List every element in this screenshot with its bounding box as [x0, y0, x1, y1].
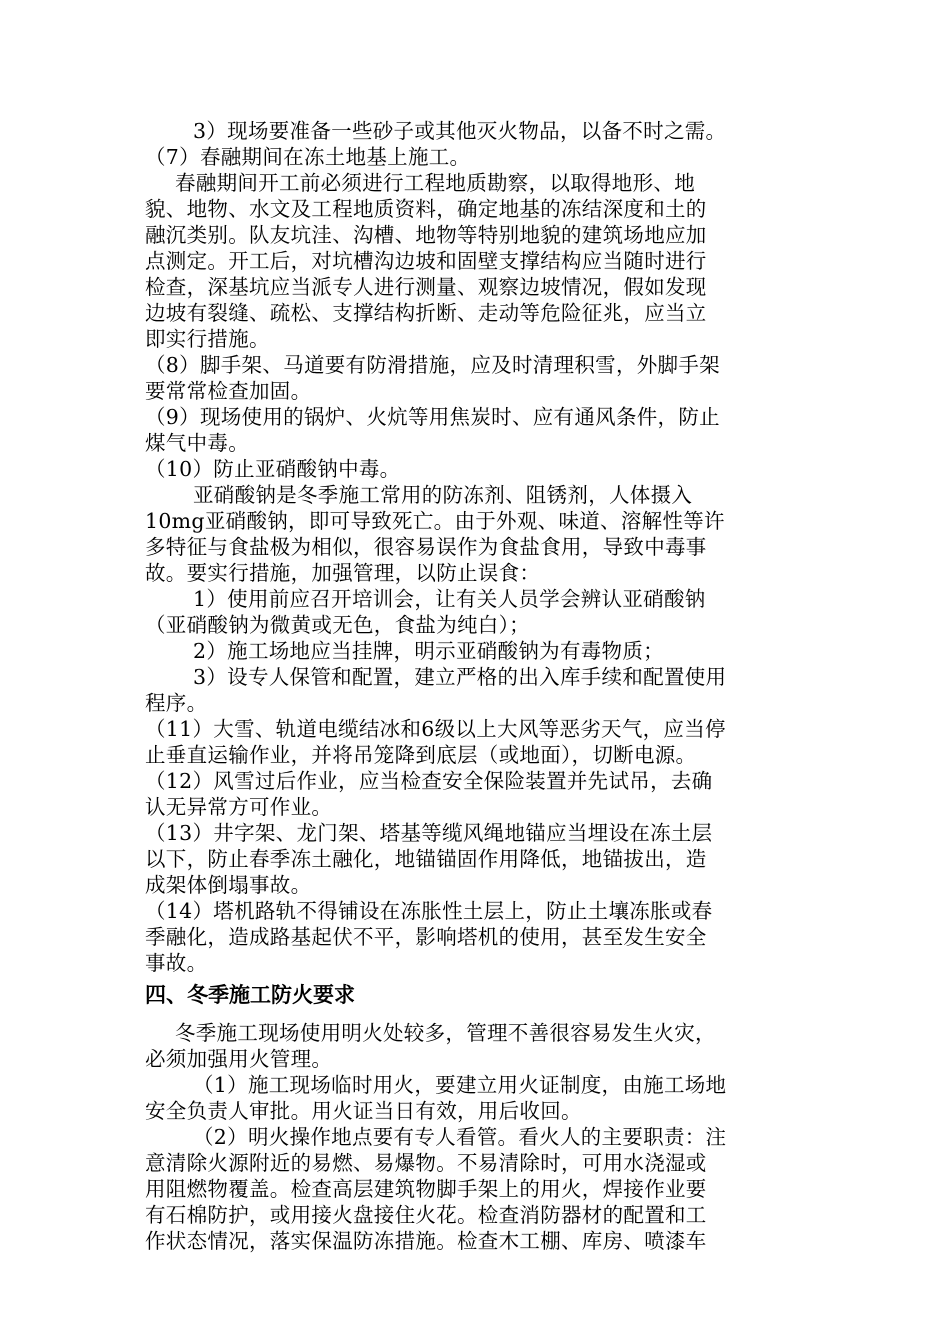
fire-section-body	[145, 1020, 805, 1254]
text-line: 作状态情况，落实保温防冻措施。检查木工棚、库房、喷漆车	[145, 1229, 707, 1253]
text-line: 春融期间开工前必须进行工程地质勘察，以取得地形、地	[175, 171, 695, 195]
text-line: 融沉类别。队友坑洼、沟槽、地物等特别地貌的建筑场地应加	[145, 223, 707, 247]
text-line: （10）防止亚硝酸钠中毒。	[145, 457, 401, 481]
text-line: 意清除火源附近的易燃、易爆物。不易清除时，可用水浇湿或	[145, 1151, 707, 1175]
text-line: （9）现场使用的锅炉、火炕等用焦炭时、应有通风条件，防止	[145, 405, 720, 429]
text-line: 煤气中毒。	[145, 431, 249, 455]
text-line: 止垂直运输作业，并将吊笼降到底层（或地面），切断电源。	[145, 743, 697, 767]
text-line: （2）明火操作地点要有专人看管。看火人的主要职责：注	[193, 1125, 727, 1149]
text-line: 要常常检查加固。	[145, 379, 312, 403]
text-line: 3）现场要准备一些砂子或其他灭火物品，以备不时之需。	[193, 119, 727, 143]
text-line: 点测定。开工后，对坑槽沟边坡和固壁支撑结构应当随时进行	[145, 249, 707, 273]
text-line: 必须加强用火管理。	[145, 1047, 333, 1071]
text-line: 2）施工场地应当挂牌，明示亚硝酸钠为有毒物质；	[193, 639, 664, 663]
text-line: （14）塔机路轨不得铺设在冻胀性土层上，防止土壤冻胀或春	[145, 899, 713, 923]
text-line: 10mg亚硝酸钠，即可导致死亡。由于外观、味道、溶解性等许	[145, 509, 725, 533]
text-line: （1）施工现场临时用火，要建立用火证制度，由施工场地	[193, 1073, 727, 1097]
text-line: （7）春融期间在冻土地基上施工。	[145, 145, 471, 169]
text-line: 用阻燃物覆盖。检查高层建筑物脚手架上的用火，焊接作业要	[145, 1177, 707, 1201]
text-line: 季融化，造成路基起伏不平，影响塔机的使用，甚至发生安全	[145, 925, 707, 949]
section-heading: 四、冬季施工防火要求	[145, 983, 355, 1007]
text-line: 冬季施工现场使用明火处较多，管理不善很容易发生火灾，	[175, 1021, 716, 1045]
text-line: 多特征与食盐极为相似，很容易误作为食盐食用，导致中毒事	[145, 535, 707, 559]
document-page	[145, 118, 805, 1254]
text-line: 有石棉防护，或用接火盘接住火花。检查消防器材的配置和工	[145, 1203, 707, 1227]
text-line: 即实行措施。	[145, 327, 270, 351]
text-line: 3）设专人保管和配置，建立严格的出入库手续和配置使用	[193, 665, 727, 689]
text-line: 事故。	[145, 951, 208, 975]
text-line: （亚硝酸钠为微黄或无色，食盐为纯白）；	[145, 613, 530, 637]
text-line: 1）使用前应召开培训会，让有关人员学会辨认亚硝酸钠	[193, 587, 706, 611]
text-line: 边坡有裂缝、疏松、支撑结构折断、走动等危险征兆，应当立	[145, 301, 707, 325]
text-line: 貌、地物、水文及工程地质资料，确定地基的冻结深度和土的	[145, 197, 707, 221]
text-line: （8）脚手架、马道要有防滑措施，应及时清理积雪，外脚手架	[145, 353, 720, 377]
text-line: 亚硝酸钠是冬季施工常用的防冻剂、阻锈剂，人体摄入	[193, 483, 693, 507]
text-line: 故。要实行措施，加强管理，以防止误食：	[145, 561, 541, 585]
text-line: 认无异常方可作业。	[145, 795, 333, 819]
text-line: （12）风雪过后作业，应当检查安全保险装置并先试吊，去确	[145, 769, 713, 793]
text-line: 安全负责人审批。用火证当日有效，用后收回。	[145, 1099, 582, 1123]
text-line: （11）大雪、轨道电缆结冰和6级以上大风等恶劣天气，应当停	[145, 717, 726, 741]
text-line: 检查，深基坑应当派专人进行测量、观察边坡情况，假如发现	[145, 275, 707, 299]
text-line: 以下，防止春季冻土融化，地锚锚固作用降低，地锚拔出，造	[145, 847, 707, 871]
text-line: 成架体倒塌事故。	[145, 873, 312, 897]
text-line: 程序。	[145, 691, 208, 715]
text-line: （13）井字架、龙门架、塔基等缆风绳地锚应当埋设在冻土层	[145, 821, 713, 845]
